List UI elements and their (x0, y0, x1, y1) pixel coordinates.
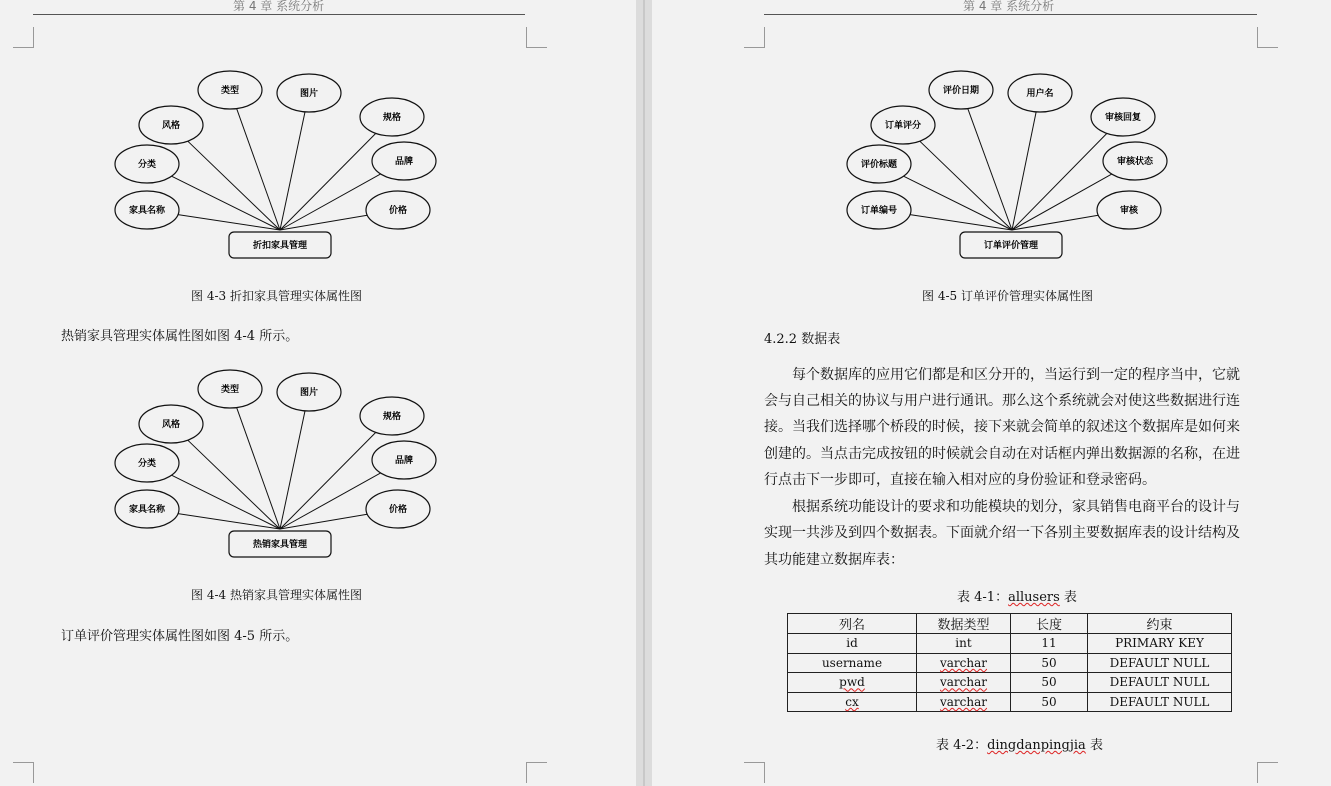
connector-line (188, 440, 280, 529)
attribute-node (871, 106, 935, 144)
attribute-label: 家具名称 (128, 505, 166, 515)
attribute-label: 订单编号 (860, 206, 898, 216)
er-diagram-discount-furniture (0, 60, 636, 270)
attribute-label: 风格 (161, 121, 181, 131)
table-header-cell: 列名 (788, 614, 917, 634)
crop-mark (526, 27, 547, 48)
connector-line (280, 133, 376, 230)
attribute-node (115, 191, 179, 229)
entity-label: 热销家具管理 (252, 540, 308, 550)
table-cell: PRIMARY KEY (1088, 634, 1232, 654)
running-head: 第 4 章 系统分析 (233, 0, 325, 13)
table-title: 表 4-2：dingdanpingjia 表 (936, 738, 1103, 753)
attribute-label: 类型 (220, 86, 240, 96)
attribute-node (277, 373, 341, 411)
attribute-node (115, 490, 179, 528)
connector-line (280, 112, 305, 230)
table-cell: id (788, 634, 917, 654)
body-line: 行点击下一步即可，直接在输入相对应的身份验证和登录密码。 (764, 472, 1156, 488)
table-cell: DEFAULT NULL (1088, 673, 1232, 693)
table-cell: 50 (1011, 692, 1088, 712)
table-cell: int (917, 634, 1011, 654)
table-row (788, 653, 1232, 673)
crop-mark (13, 762, 34, 783)
attribute-node (847, 145, 911, 183)
table-cell: varchar (917, 692, 1011, 712)
attribute-label: 风格 (161, 420, 181, 430)
table-cell: DEFAULT NULL (1088, 692, 1232, 712)
attribute-node (847, 191, 911, 229)
body-paragraph: 订单评价管理实体属性图如图 4-5 所示。 (61, 629, 299, 644)
crop-mark (1257, 27, 1278, 48)
attribute-label: 评价标题 (860, 160, 898, 170)
attribute-node (372, 142, 436, 180)
connector-line (188, 141, 280, 230)
entity-label: 折扣家具管理 (252, 241, 308, 251)
connector-line (920, 141, 1012, 230)
crop-mark (744, 27, 765, 48)
document-page-left (0, 0, 636, 786)
attribute-node (1097, 191, 1161, 229)
table-header-cell: 数据类型 (917, 614, 1011, 634)
connector-line (280, 411, 305, 529)
attribute-label: 类型 (220, 385, 240, 395)
figure-caption: 图 4-4 热销家具管理实体属性图 (191, 588, 362, 602)
attribute-label: 评价日期 (942, 86, 980, 96)
table-cell: 50 (1011, 653, 1088, 673)
attribute-node (139, 106, 203, 144)
connector-line (280, 432, 376, 529)
attribute-label: 图片 (299, 388, 319, 398)
section-heading: 4.2.2 数据表 (764, 332, 841, 347)
body-line: 根据系统功能设计的要求和功能模块的划分，家具销售电商平台的设计与 (792, 499, 1240, 515)
table-cell: varchar (917, 673, 1011, 693)
attribute-label: 规格 (382, 113, 402, 123)
attribute-node (115, 145, 179, 183)
attribute-label: 价格 (388, 505, 408, 515)
attribute-node (360, 397, 424, 435)
attribute-node (198, 71, 262, 109)
attribute-label: 审核回复 (1104, 113, 1142, 123)
attribute-node (1103, 142, 1167, 180)
body-line: 实现一共涉及到四个数据表。下面就介绍一下各别主要数据库表的设计结构及 (764, 525, 1240, 541)
er-diagram-hot-furniture (0, 359, 636, 569)
body-line: 接。当我们选择哪个桥段的时候，接下来就会简单的叙述这个数据库是如何来 (764, 419, 1240, 435)
crop-mark (1257, 762, 1278, 783)
body-line: 其功能建立数据库表： (764, 552, 904, 568)
document-page-right (652, 0, 1331, 786)
table-cell: varchar (917, 653, 1011, 673)
table-cell: pwd (788, 673, 917, 693)
attribute-node (372, 441, 436, 479)
table-title: 表 4-1：allusers 表 (957, 590, 1077, 605)
running-head: 第 4 章 系统分析 (963, 0, 1055, 13)
attribute-node (198, 370, 262, 408)
figure-caption: 图 4-5 订单评价管理实体属性图 (922, 289, 1093, 303)
entity-label: 订单评价管理 (983, 241, 1039, 251)
header-rule (33, 14, 525, 15)
attribute-node (115, 444, 179, 482)
attribute-label: 分类 (137, 459, 157, 469)
gutter-divider (643, 0, 645, 786)
table-row (788, 692, 1232, 712)
attribute-label: 分类 (137, 160, 157, 170)
attribute-node (366, 490, 430, 528)
attribute-label: 规格 (382, 412, 402, 422)
attribute-label: 价格 (388, 206, 408, 216)
attribute-node (139, 405, 203, 443)
body-line: 会与自己相关的协议与用户进行通讯。那么这个系统就会对使这些数据进行连 (764, 393, 1240, 409)
attribute-node (277, 74, 341, 112)
body-paragraph: 热销家具管理实体属性图如图 4-4 所示。 (61, 329, 299, 344)
attribute-label: 品牌 (394, 456, 414, 466)
attribute-label: 品牌 (394, 157, 414, 167)
table-header-row (788, 614, 1232, 634)
data-table-allusers (787, 613, 1232, 712)
attribute-node (366, 191, 430, 229)
connector-line (1012, 133, 1107, 230)
table-header-cell: 约束 (1088, 614, 1232, 634)
attribute-label: 家具名称 (128, 206, 166, 216)
crop-mark (526, 762, 547, 783)
crop-mark (744, 762, 765, 783)
table-row (788, 673, 1232, 693)
connector-line (1012, 112, 1036, 230)
attribute-node (360, 98, 424, 136)
table-cell: 11 (1011, 634, 1088, 654)
body-line: 每个数据库的应用它们都是和区分开的，当运行到一定的程序当中，它就 (792, 367, 1240, 383)
table-row (788, 634, 1232, 654)
table-cell: DEFAULT NULL (1088, 653, 1232, 673)
attribute-label: 用户名 (1026, 89, 1054, 99)
er-diagram-order-review (652, 60, 1331, 270)
table-cell: cx (788, 692, 917, 712)
attribute-node (1008, 74, 1072, 112)
crop-mark (13, 27, 34, 48)
attribute-node (929, 71, 993, 109)
table-cell: username (788, 653, 917, 673)
attribute-label: 审核状态 (1116, 157, 1154, 167)
table-header-cell: 长度 (1011, 614, 1088, 634)
attribute-label: 订单评分 (884, 121, 922, 131)
attribute-label: 图片 (299, 89, 319, 99)
header-rule (764, 14, 1257, 15)
body-line: 创建的。当点击完成按钮的时候就会自动在对话框内弹出数据源的名称，在进 (764, 446, 1240, 462)
figure-caption: 图 4-3 折扣家具管理实体属性图 (191, 289, 362, 303)
attribute-label: 审核 (1119, 206, 1139, 216)
attribute-node (1091, 98, 1155, 136)
table-cell: 50 (1011, 673, 1088, 693)
